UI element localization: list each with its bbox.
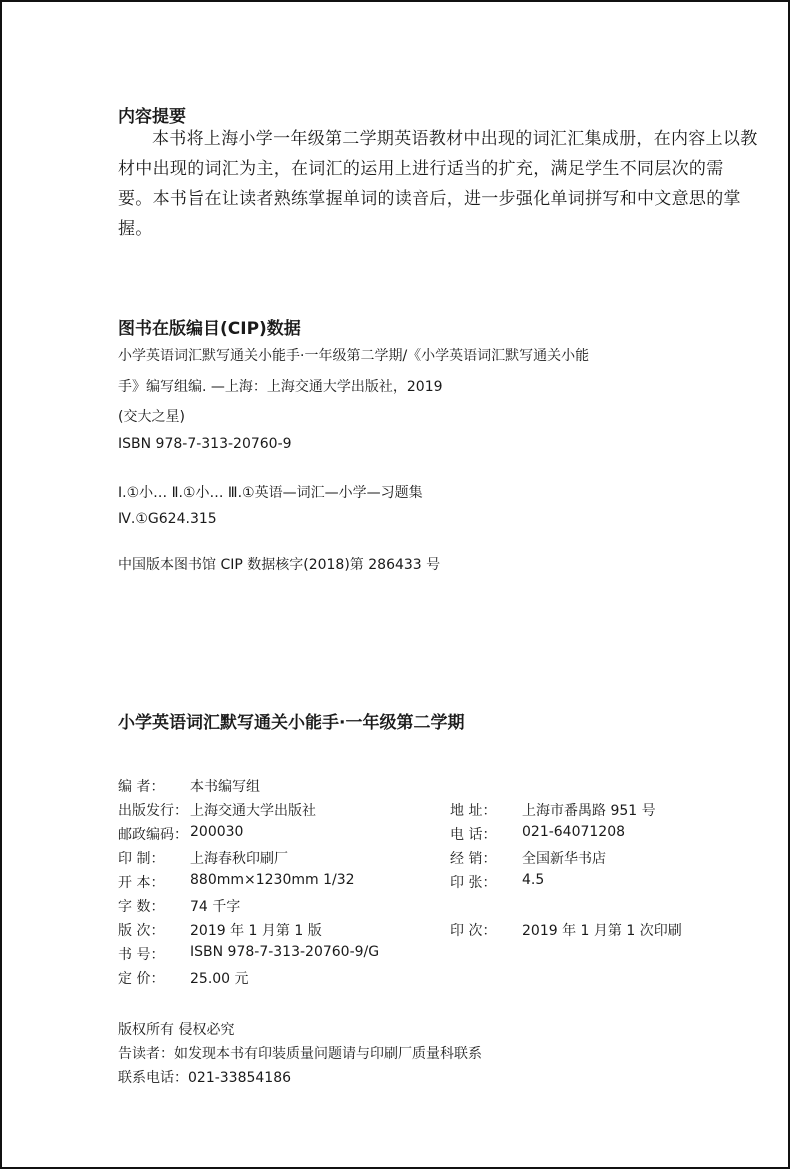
contact-phone: 联系电话：021-33854186	[118, 1070, 292, 1086]
info-value: 2019 年 1 月第 1 版	[190, 923, 322, 939]
info-value: 4.5	[522, 872, 545, 888]
info-label: 字 数：	[118, 899, 165, 915]
cip-line: 手》编写组编. —上海：上海交通大学出版社，2019	[118, 379, 443, 395]
info-value: 200030	[190, 824, 244, 840]
book-title: 小学英语词汇默写通关小能手·一年级第二学期	[118, 713, 465, 733]
info-value: 本书编写组	[190, 779, 260, 795]
info-value: 全国新华书店	[522, 851, 606, 867]
info-value: 25.00 元	[190, 971, 249, 987]
info-label: 定 价：	[118, 971, 165, 987]
cip-classification: Ⅰ.①小… Ⅱ.①小… Ⅲ.①英语—词汇—小学—习题集	[118, 485, 423, 501]
info-label: 经 销：	[450, 851, 497, 867]
info-label: 编 者：	[118, 779, 165, 795]
cip-line: 小学英语词汇默写通关小能手·一年级第二学期/《小学英语词汇默写通关小能	[118, 348, 590, 364]
rights-notice: 版权所有 侵权必究	[118, 1022, 235, 1038]
cip-line: (交大之星)	[118, 409, 185, 425]
cip-line: ISBN 978-7-313-20760-9	[118, 436, 292, 452]
info-value: 上海春秋印刷厂	[190, 851, 288, 867]
info-label: 电 话：	[450, 827, 497, 843]
info-value: 021-64071208	[522, 824, 626, 840]
info-value: 上海交通大学出版社	[190, 803, 316, 819]
info-label: 印 制：	[118, 851, 165, 867]
info-value: 74 千字	[190, 899, 241, 915]
info-label: 地 址：	[450, 803, 497, 819]
summary-body: 本书将上海小学一年级第二学期英语教材中出现的词汇汇集成册，在内容上以教材中出现的词汇为主，在词汇的运用上进行适当的扩充，满足学生不同层次的需要。本书旨在让读者熟练掌握单词的读音后，进一步强化单词拼写和中文意思的掌握。	[118, 129, 758, 239]
info-label: 开 本：	[118, 875, 165, 891]
reader-notice: 告读者：如发现本书有印装质量问题请与印刷厂质量科联系	[118, 1046, 482, 1062]
info-value: 880mm×1230mm 1/32	[190, 872, 355, 888]
cip-title: 图书在版编目(CIP)数据	[118, 319, 301, 339]
info-label: 印 张：	[450, 875, 497, 891]
summary-title: 内容提要	[118, 107, 186, 127]
info-value: 2019 年 1 月第 1 次印刷	[522, 923, 682, 939]
info-label: 邮政编码：	[118, 827, 188, 843]
info-label: 印 次：	[450, 923, 497, 939]
info-value: ISBN 978-7-313-20760-9/G	[190, 944, 380, 960]
info-label: 出版发行：	[118, 803, 188, 819]
cip-classification: Ⅳ.①G624.315	[118, 511, 217, 527]
cip-record-number: 中国版本图书馆 CIP 数据核字(2018)第 286433 号	[118, 557, 441, 573]
info-label: 书 号：	[118, 947, 165, 963]
info-label: 版 次：	[118, 923, 165, 939]
info-value: 上海市番禺路 951 号	[522, 803, 656, 819]
